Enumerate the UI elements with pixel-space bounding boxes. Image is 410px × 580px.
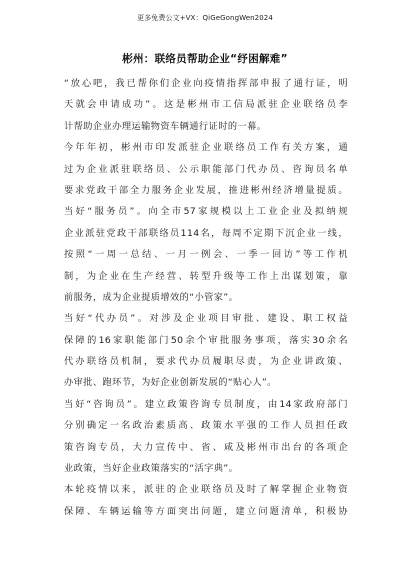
text-line: 策咨询专员，大力宣传中、省、咸及彬州市出台的各项企 [64, 441, 348, 453]
text-line: 保障、车辆运输等方面突出问题，建立问题清单，积极协 [64, 505, 348, 517]
text-line: 今年年初，彬州市印发派驻企业联络员工作有关方案，通 [64, 142, 348, 154]
text-line: 保障的16家职能部门50余个审批服务事项，落实30余名 [64, 334, 348, 346]
text-line: 业政策，当好企业政策落实的“活字典”。 [64, 463, 239, 475]
text-line: 办审批、跑环节，为好企业创新发展的“贴心人”。 [64, 377, 277, 389]
text-line: 当好“代办员”。对涉及企业项目审批、建设、职工权益 [64, 313, 348, 325]
text-line: 按照“一周一总结、一月一例会、一季一回访”等工作机 [64, 249, 348, 261]
text-line: 代办联络员机制，要求代办员履职尽责，为企业讲政策、 [64, 356, 348, 368]
text-line: 企业派驻党政干部联络员114名，每周不定期下沉企业一线， [64, 227, 348, 239]
text-line: 前服务，成为企业提质增效的“小管家”。 [64, 291, 239, 303]
text-line: 计帮助企业办理运输物资车辆通行证时的一幕。 [64, 120, 267, 132]
text-line: 本轮疫情以来，派驻的企业联络员及时了解掌握企业物资 [64, 484, 348, 496]
article-title: 彬州：联络员帮助企业“纾困解难” [122, 53, 288, 65]
text-line: 要求党政干部全力服务企业发展，推进彬州经济增量提质。 [64, 184, 348, 196]
text-line: 分别确定一名政治素质高、政策水平强的工作人员担任政 [64, 420, 348, 432]
text-line: 当好“服务员”。向全市57家规模以上工业企业及拟纳规 [64, 206, 348, 218]
text-line: “放心吧，我已帮你们企业向疫情指挥部申报了通行证，明 [64, 78, 348, 89]
text-line: 过为企业派驻联络员、公示职能部门代办员、咨询员名单 [64, 163, 348, 175]
text-line: 制，为企业在生产经营、转型升级等工作上出谋划策，靠 [64, 270, 348, 282]
header-note: 更多免费公文+VX：QiGeGongWen2024 [137, 14, 273, 22]
text-line: 当好“咨询员”。建立政策咨询专员制度，由14家政府部门 [64, 398, 348, 410]
text-line: 天就会申请成功”。这是彬州市工信局派驻企业联络员李 [64, 99, 348, 111]
article-body [64, 73, 348, 522]
